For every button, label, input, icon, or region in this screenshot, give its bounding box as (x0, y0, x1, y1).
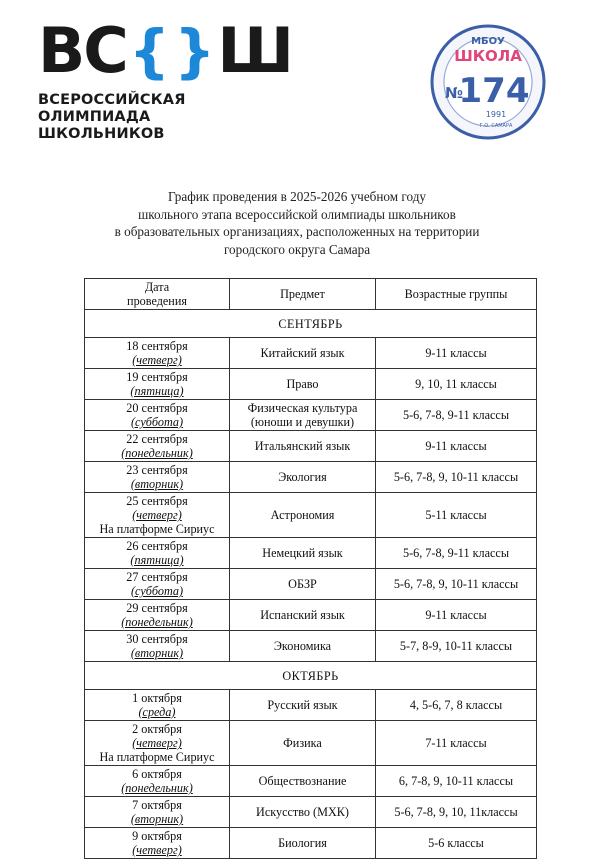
platform-note: На платформе Сириус (99, 750, 215, 764)
table-row (85, 600, 537, 631)
date-text: 1 октября (132, 691, 182, 705)
seal-city: Г.О. САМАРА (479, 123, 513, 129)
subject-cell (230, 797, 376, 828)
header-date-line: Дата (144, 280, 170, 294)
groups-cell: 7-11 классы (376, 721, 537, 766)
weekday-text: (суббота) (130, 584, 184, 598)
subject-text: Право (286, 377, 319, 391)
subject-cell (230, 369, 376, 400)
date-text: 25 сентября (126, 494, 188, 508)
table-header-row (85, 279, 537, 310)
subject-cell (230, 631, 376, 662)
weekday-text: (среда) (138, 705, 176, 719)
logo-subtitle (38, 92, 186, 143)
subject-text: Экология (278, 470, 327, 484)
logo-subtitle-line: ОЛИМПИАДА (38, 109, 151, 125)
seal-school-text: ШКОЛА (454, 47, 522, 65)
weekday-text: (четверг) (132, 508, 182, 522)
date-cell (85, 538, 230, 569)
subject-text: Итальянский язык (254, 439, 351, 453)
subject-cell (230, 828, 376, 859)
subject-text: Немецкий язык (262, 546, 343, 560)
weekday-text: (вторник) (130, 646, 184, 660)
weekday-text: (понедельник) (121, 446, 193, 460)
date-cell (85, 631, 230, 662)
subject-cell (230, 766, 376, 797)
table-row (85, 462, 537, 493)
date-text: 18 сентября (126, 339, 188, 353)
groups-cell: 5-11 классы (376, 493, 537, 538)
groups-cell: 5-6 классы (376, 828, 537, 859)
date-text: 7 октября (132, 798, 182, 812)
date-cell (85, 721, 230, 766)
subject-cell (230, 721, 376, 766)
subject-text: Физика (283, 736, 322, 750)
date-cell (85, 338, 230, 369)
date-text: 29 сентября (126, 601, 188, 615)
heading-line: в образовательных организациях, расположенных на территории (114, 224, 480, 239)
groups-cell: 5-6, 7-8, 9-11 классы (376, 538, 537, 569)
subject-text: Китайский язык (260, 346, 345, 360)
seal-top-text: МБОУ (471, 36, 505, 47)
month-label: СЕНТЯБРЬ (85, 310, 537, 338)
weekday-text: (понедельник) (121, 615, 193, 629)
date-text: 6 октября (132, 767, 182, 781)
subject-cell (230, 569, 376, 600)
groups-cell: 5-6, 7-8, 9-11 классы (376, 400, 537, 431)
date-text: 19 сентября (126, 370, 188, 384)
date-cell (85, 600, 230, 631)
table-row (85, 721, 537, 766)
table-row (85, 431, 537, 462)
date-text: 23 сентября (126, 463, 188, 477)
month-label: ОКТЯБРЬ (85, 662, 537, 690)
subject-text: Экономика (273, 639, 332, 653)
document-heading (0, 188, 594, 258)
subject-cell (230, 338, 376, 369)
date-text: 26 сентября (126, 539, 188, 553)
date-text: 27 сентября (126, 570, 188, 584)
groups-cell: 4, 5-6, 7, 8 классы (376, 690, 537, 721)
subject-cell (230, 690, 376, 721)
table-body (85, 310, 537, 859)
heading-line: городского округа Самара (223, 241, 371, 257)
groups-cell: 9-11 классы (376, 431, 537, 462)
subject-cell (230, 600, 376, 631)
date-cell (85, 400, 230, 431)
groups-cell: 5-6, 7-8, 9, 10, 11классы (376, 797, 537, 828)
groups-cell: 9-11 классы (376, 338, 537, 369)
subject-text: Испанский язык (260, 608, 345, 622)
date-cell (85, 797, 230, 828)
date-cell (85, 766, 230, 797)
date-text: 9 октября (132, 829, 182, 843)
weekday-text: (пятница) (130, 553, 184, 567)
table-row (85, 690, 537, 721)
groups-cell: 5-7, 8-9, 10-11 классы (376, 631, 537, 662)
schedule-table (84, 278, 537, 859)
table-row (85, 569, 537, 600)
date-cell (85, 828, 230, 859)
groups-cell: 9, 10, 11 классы (376, 369, 537, 400)
school-seal-icon (430, 24, 546, 140)
weekday-text: (понедельник) (121, 781, 193, 795)
subject-text: Физическая культура (247, 401, 358, 415)
table-row (85, 493, 537, 538)
subject-cell (230, 493, 376, 538)
logo-brace-open: { (128, 17, 171, 85)
subject-text: ОБЗР (288, 577, 317, 591)
logo-mark-right: Ш (217, 14, 292, 87)
date-cell (85, 569, 230, 600)
seal-number: 174 (458, 71, 530, 111)
subject-text: Астрономия (270, 508, 335, 522)
weekday-text: (пятница) (130, 384, 184, 398)
weekday-text: (четверг) (132, 736, 182, 750)
subject-text: (юноши и девушки) (250, 415, 355, 429)
weekday-text: (вторник) (130, 477, 184, 491)
header-groups: Возрастные группы (376, 279, 537, 310)
weekday-text: (четверг) (132, 353, 182, 367)
subject-cell (230, 538, 376, 569)
heading-line: школьного этапа всероссийской олимпиады школьников (138, 206, 456, 222)
heading-line: График проведения в 2025-2026 учебном году (167, 189, 427, 204)
date-cell (85, 462, 230, 493)
date-text: 22 сентября (126, 432, 188, 446)
groups-cell: 9-11 классы (376, 600, 537, 631)
subject-cell (230, 462, 376, 493)
subject-cell (230, 400, 376, 431)
date-text: 2 октября (132, 722, 182, 736)
subject-text: Искусство (МХК) (256, 805, 349, 819)
table-row (85, 766, 537, 797)
seal-year: 1991 (485, 110, 507, 119)
subject-text: Русский язык (267, 698, 338, 712)
table-row (85, 338, 537, 369)
header-subject: Предмет (230, 279, 376, 310)
logo-brace-close: } (174, 17, 216, 85)
groups-cell: 5-6, 7-8, 9, 10-11 классы (376, 569, 537, 600)
date-text: 20 сентября (126, 401, 188, 415)
seal-number-sign: № (444, 84, 464, 102)
date-cell (85, 431, 230, 462)
table-row (85, 631, 537, 662)
groups-cell: 5-6, 7-8, 9, 10-11 классы (376, 462, 537, 493)
vsosh-logo (38, 14, 338, 152)
table-row (85, 828, 537, 859)
weekday-text: (суббота) (130, 415, 184, 429)
table-row (85, 538, 537, 569)
table-row (85, 797, 537, 828)
month-row (85, 310, 537, 338)
date-cell (85, 690, 230, 721)
date-text: 30 сентября (126, 632, 188, 646)
header-date-line: проведения (127, 294, 187, 308)
date-cell (85, 369, 230, 400)
date-cell (85, 493, 230, 538)
subject-cell (230, 431, 376, 462)
logo-mark-left: ВС (38, 14, 127, 87)
subject-text: Обществознание (258, 774, 347, 788)
header-date (85, 279, 230, 310)
platform-note: На платформе Сириус (99, 522, 215, 536)
table-row (85, 369, 537, 400)
logo-subtitle-line: ВСЕРОССИЙСКАЯ (38, 92, 186, 108)
weekday-text: (четверг) (132, 843, 182, 857)
vsosh-logo-mark (38, 14, 328, 87)
logo-subtitle-line: ШКОЛЬНИКОВ (38, 126, 165, 142)
subject-text: Биология (278, 836, 327, 850)
weekday-text: (вторник) (130, 812, 184, 826)
month-row (85, 662, 537, 690)
groups-cell: 6, 7-8, 9, 10-11 классы (376, 766, 537, 797)
table-row (85, 400, 537, 431)
